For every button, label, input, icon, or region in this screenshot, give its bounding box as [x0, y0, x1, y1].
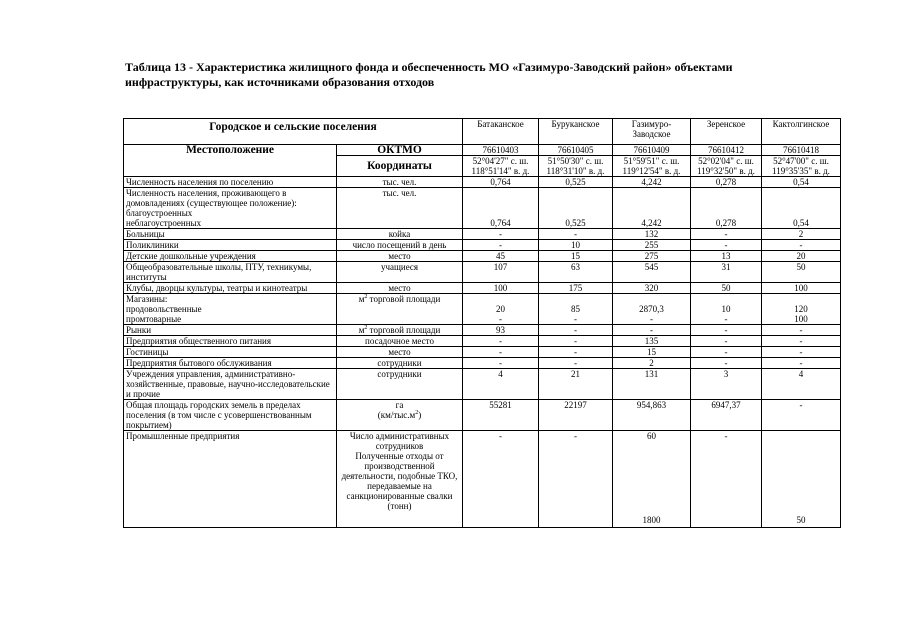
cell: 4,242 — [613, 188, 691, 229]
row-unit: посадочное место — [337, 336, 463, 347]
cell: 10 - — [691, 294, 762, 325]
cell: 22197 — [539, 400, 613, 431]
cell: 31 — [691, 262, 762, 283]
row-label: Численность населения по поселению — [124, 177, 337, 188]
cell: - — [613, 325, 691, 336]
cell: 50 — [762, 262, 841, 283]
cell: 20 — [762, 251, 841, 262]
cell: 15 — [539, 251, 613, 262]
cell: 63 — [539, 262, 613, 283]
row-label: Гостиницы — [124, 347, 337, 358]
cell: - — [691, 325, 762, 336]
cell: - — [463, 229, 539, 240]
cell: 100 — [463, 283, 539, 294]
col-name-3: Зеренское — [691, 119, 762, 145]
cell: - — [762, 400, 841, 431]
cell: - — [762, 240, 841, 251]
location-label: Местоположение — [124, 145, 337, 177]
row-unit: тыс. чел. — [337, 177, 463, 188]
coords-1: 51°50'30" с. ш. 118°31'10" в. д. — [539, 156, 613, 177]
col-name-4: Кактолгинское — [762, 119, 841, 145]
oktmo-2: 76610409 — [613, 145, 691, 156]
row-unit: место — [337, 347, 463, 358]
row-shops — [124, 294, 841, 325]
row-hospitals — [124, 229, 841, 240]
row-unit: число посещений в день — [337, 240, 463, 251]
row-label: Общеобразовательные школы, ПТУ, техникумы, институты — [124, 262, 337, 283]
row-unit: койка — [337, 229, 463, 240]
row-label: Численность населения, проживающего в домовладениях (существующее положение): благоустроенных неблагоустроенных — [124, 188, 337, 229]
row-clinics — [124, 240, 841, 251]
cell: 120 100 — [762, 294, 841, 325]
cell: - — [762, 336, 841, 347]
col-name-0: Батаканское — [463, 119, 539, 145]
cell: 2 — [613, 358, 691, 369]
cell: 0,54 — [762, 177, 841, 188]
cell: - — [762, 325, 841, 336]
cell: - — [463, 336, 539, 347]
cell: 131 — [613, 369, 691, 400]
cell: - — [691, 358, 762, 369]
cell: 0,764 — [463, 188, 539, 229]
header-row-settlements — [124, 119, 841, 145]
cell: 0,278 — [691, 188, 762, 229]
cell: 0,525 — [539, 188, 613, 229]
settlements-label: Городское и сельские поселения — [124, 119, 463, 145]
row-schools — [124, 262, 841, 283]
row-unit: тыс. чел. — [337, 188, 463, 229]
cell: - — [691, 431, 762, 528]
row-industry — [124, 431, 841, 528]
row-catering — [124, 336, 841, 347]
cell: - — [691, 229, 762, 240]
oktmo-0: 76610403 — [463, 145, 539, 156]
infrastructure-table — [123, 118, 841, 528]
cell: - — [691, 347, 762, 358]
col-name-1: Буруканское — [539, 119, 613, 145]
cell: 0,54 — [762, 188, 841, 229]
cell: - — [463, 240, 539, 251]
cell: 6947,37 — [691, 400, 762, 431]
cell: - — [539, 431, 613, 528]
row-housing — [124, 188, 841, 229]
cell: - — [539, 336, 613, 347]
coords-3: 52°02'04" с. ш. 119°32'50" в. д. — [691, 156, 762, 177]
coords-2: 51°59'51" с. ш. 119°12'54" в. д. — [613, 156, 691, 177]
row-unit: $м^2$ торговой площади — [337, 294, 463, 325]
oktmo-4: 76610418 — [762, 145, 841, 156]
cell: - — [463, 358, 539, 369]
cell: - — [539, 358, 613, 369]
row-unit: место — [337, 283, 463, 294]
row-label: Больницы — [124, 229, 337, 240]
cell: 93 — [463, 325, 539, 336]
row-unit: $м^2$ торговой площади — [337, 325, 463, 336]
row-label: Предприятия общественного питания — [124, 336, 337, 347]
cell: 0,764 — [463, 177, 539, 188]
cell: 55281 — [463, 400, 539, 431]
row-hotels — [124, 347, 841, 358]
cell: 2 — [762, 229, 841, 240]
cell: 2870,3 - — [613, 294, 691, 325]
cell: 100 — [762, 283, 841, 294]
row-unit: га $(км/тыс.м^2)$ — [337, 400, 463, 431]
cell: 0,525 — [539, 177, 613, 188]
row-clubs — [124, 283, 841, 294]
row-label: Магазины: продовольственные промтоварные — [124, 294, 337, 325]
coords-label: Координаты — [337, 156, 463, 177]
row-admin — [124, 369, 841, 400]
col-name-2: Газимуро-Заводское — [613, 119, 691, 145]
cell: 50 — [691, 283, 762, 294]
cell: 0,278 — [691, 177, 762, 188]
cell: 10 — [539, 240, 613, 251]
row-unit: Число административных сотрудников Полученные отходы от производственной деятельности, подобные ТКО, передаваемые на санкционированные свалки (тонн) — [337, 431, 463, 528]
row-unit: сотрудники — [337, 369, 463, 400]
cell: 132 — [613, 229, 691, 240]
cell: - — [691, 336, 762, 347]
coords-0: 52°04'27" с. ш. 118°51'14" в. д. — [463, 156, 539, 177]
cell: 60 1800 — [613, 431, 691, 528]
oktmo-1: 76610405 — [539, 145, 613, 156]
cell: 13 — [691, 251, 762, 262]
row-area — [124, 400, 841, 431]
row-label: Предприятия бытового обслуживания — [124, 358, 337, 369]
cell: 275 — [613, 251, 691, 262]
row-population — [124, 177, 841, 188]
cell: 320 — [613, 283, 691, 294]
page-title: Таблица 13 - Характеристика жилищного фонда и обеспеченность МО «Газимуро-Заводский район» объектами инфраструктуры, как источниками образования отходов — [125, 60, 733, 89]
cell: 4 — [463, 369, 539, 400]
cell: 20 - — [463, 294, 539, 325]
cell: - — [463, 347, 539, 358]
row-label: Промышленные предприятия — [124, 431, 337, 528]
oktmo-3: 76610412 — [691, 145, 762, 156]
cell: - — [762, 347, 841, 358]
row-markets — [124, 325, 841, 336]
cell: - — [539, 325, 613, 336]
oktmo-label: ОКТМО — [337, 145, 463, 156]
cell: 107 — [463, 262, 539, 283]
row-label: Учреждения управления, административно-хозяйственные, правовые, научно-исследовательские и прочие — [124, 369, 337, 400]
cell: 545 — [613, 262, 691, 283]
cell: - — [539, 229, 613, 240]
coords-4: 52°47'00" с. ш. 119°35'35" в. д. — [762, 156, 841, 177]
cell: - — [691, 240, 762, 251]
cell: 135 — [613, 336, 691, 347]
cell: 50 — [762, 431, 841, 528]
cell: 4,242 — [613, 177, 691, 188]
cell: 15 — [613, 347, 691, 358]
cell: 954,863 — [613, 400, 691, 431]
cell: 3 — [691, 369, 762, 400]
cell: 85 - — [539, 294, 613, 325]
cell: 255 — [613, 240, 691, 251]
row-unit: место — [337, 251, 463, 262]
row-label: Рынки — [124, 325, 337, 336]
cell: - — [762, 358, 841, 369]
row-label: Детские дошкольные учреждения — [124, 251, 337, 262]
cell: 175 — [539, 283, 613, 294]
row-label: Клубы, дворцы культуры, театры и кинотеатры — [124, 283, 337, 294]
row-services — [124, 358, 841, 369]
cell: - — [463, 431, 539, 528]
row-kindergartens — [124, 251, 841, 262]
row-unit: учащиеся — [337, 262, 463, 283]
row-unit: сотрудники — [337, 358, 463, 369]
row-label: Поликлиники — [124, 240, 337, 251]
cell: 45 — [463, 251, 539, 262]
row-label: Общая площадь городских земель в пределах поселения (в том числе с усовершенствованным покрытием) — [124, 400, 337, 431]
cell: 21 — [539, 369, 613, 400]
cell: - — [539, 347, 613, 358]
header-row-oktmo — [124, 145, 841, 156]
cell: 4 — [762, 369, 841, 400]
